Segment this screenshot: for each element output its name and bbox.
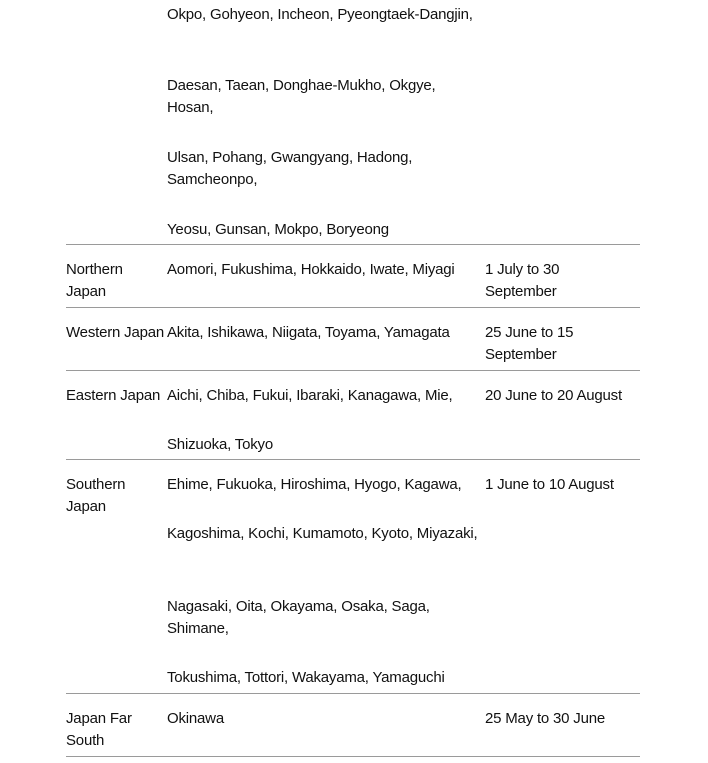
period-cell: 25 May to 30 June [485,710,606,727]
region-cell: Northern Japan [66,261,123,300]
ports-cell [167,371,479,459]
period-cell: 1 July to 30 September [485,261,560,300]
table-row [66,245,640,308]
ports-line: Tokushima, Tottori, Wakayama, Yamaguchi [167,669,445,686]
ports-line: Yeosu, Gunsan, Mokpo, Boryeong [167,221,389,238]
table-row [66,460,640,694]
period-cell: 25 June to 15 September [485,324,574,363]
ports-line: Ehime, Fukuoka, Hiroshima, Hyogo, Kagawa, [167,476,462,493]
period-cell: 20 June to 20 August [485,387,622,404]
ports-line: Kagoshima, Kochi, Kumamoto, Kyoto, Miyazaki, [167,525,478,542]
region-cell: Southern Japan [66,476,126,515]
period-cell: 1 June to 10 August [485,476,614,493]
table-row [66,371,640,460]
table-row [66,694,640,757]
ports-line: Shizuoka, Tokyo [167,436,273,453]
region-cell: Japan Far South [66,710,132,749]
region-cell: Western Japan [66,324,165,341]
ports-cell: Akita, Ishikawa, Niigata, Toyama, Yamagata [167,324,450,341]
ports-line: Okpo, Gohyeon, Incheon, Pyeongtaek-Dangjin, [167,6,473,23]
ports-cell [167,460,479,693]
ports-line: Nagasaki, Oita, Okayama, Osaka, Saga, Shimane, [167,598,430,637]
ports-cell [167,0,479,244]
ports-line: Aichi, Chiba, Fukui, Ibaraki, Kanagawa, Mie, [167,387,453,404]
ports-line: Ulsan, Pohang, Gwangyang, Hadong, Samcheonpo, [167,149,413,188]
table-row [66,0,640,245]
ports-cell: Aomori, Fukushima, Hokkaido, Iwate, Miyagi [167,261,455,278]
ports-line: Daesan, Taean, Donghae-Mukho, Okgye, Hosan, [167,77,436,116]
ports-table [66,0,640,757]
ports-cell: Okinawa [167,710,224,727]
region-cell: Eastern Japan [66,387,161,404]
table-row [66,308,640,371]
